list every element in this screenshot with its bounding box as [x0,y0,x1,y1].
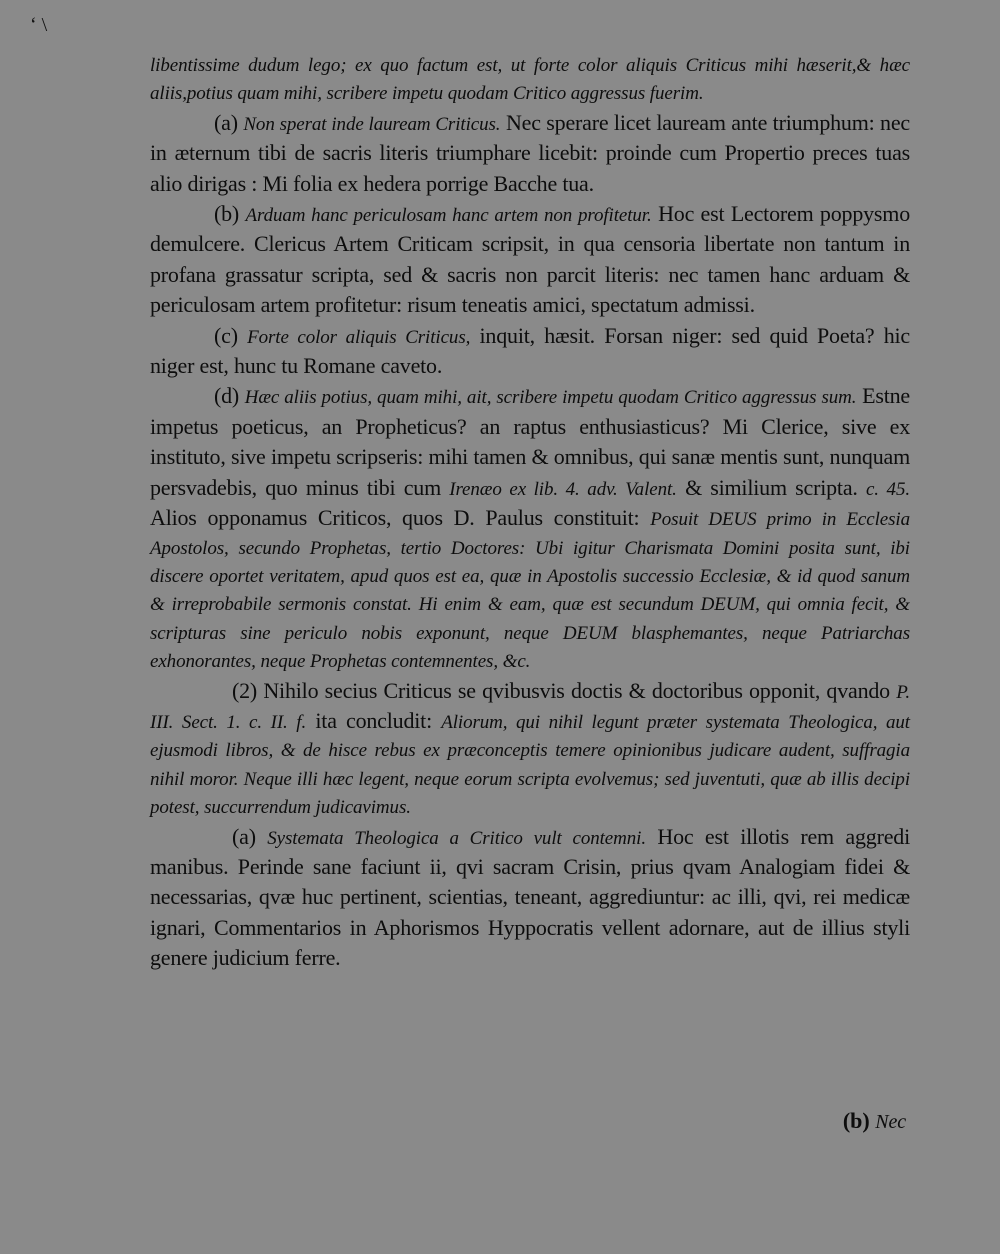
roman-text: (c) [214,322,248,348]
italic-text: Hæc aliis potius, quam mihi, ait, scribere impetu quodam Critico aggressus sum. [244,387,857,409]
roman-text: (b) [214,201,246,227]
section-2-paragraph [150,677,910,823]
roman-text: Nec sperare licet lauream ante triumphum: nec in æternum tibi de sacris literis triumphare licebit: proinde cum Propertio preces tuas alio dirigas : Mi folia ex hedera porrige Bacche tua. [150,109,910,196]
paragraph-continuation [150,52,910,109]
italic-text: P. III. Sect. 1. c. II. f. [150,681,910,733]
roman-text: (a) [232,823,268,849]
note-d-impetus [150,382,910,676]
italic-text: Non sperat inde lauream Criticus. [243,113,501,135]
italic-text: c. 45. [865,478,910,500]
catchword-word: Nec [875,1111,906,1133]
roman-text: & similium scripta. [676,474,866,500]
catchword-label: (b) [842,1108,870,1133]
italic-text: Forte color aliquis Criticus, [247,326,471,348]
corner-mark: ‘ \ [30,14,48,36]
italic-text: libentissime dudum lego; ex quo factum est, ut forte color aliquis Criticus mihi hæserit,& hæc aliis,potius quam mihi, scribere impetu quodam Critico aggressus fuerim. [150,55,910,105]
roman-text: ita concludit: [306,707,442,733]
roman-text: Hoc est illotis rem aggredi manibus. Perinde sane faciunt ii, qvi sacram Crisin, prius qvam Analogiam fidei & necessarias, qvæ huc pertinent, scientias, teneant, aggrediuntur: ac illi, qvi, rei medicæ ignari, Commentarios in Aphorismos Hyppocratis vellent adornare, aut de illius styli genere judicium ferre. [150,823,910,971]
note-a-systemata [150,823,910,975]
roman-text: inquit, hæsit. Forsan niger: sed quid Poeta? hic niger est, hunc tu Romane caveto. [150,322,910,379]
note-c-color-criticus [150,322,910,383]
roman-text: (d) [214,383,245,409]
italic-text: Aliorum, qui nihil legunt præter systemata Theologica, aut ejusmodi libros, & de hisce rebus ex præconceptis temere opinionibus judicare audent, suffragia nihil moror. Neque illi hæc legent, neque eorum scripta evolvemus; sed juventuti, quæ ab illis decipi potest, succurrendum judicavimus. [150,711,910,819]
roman-text: Estne impetus poeticus, an Propheticus? an raptus enthusiasticus? Mi Clerice, sive ex instituto, sive impetu scripseris: mihi tamen & omnibus, qui sanæ mentis sunt, nunquam persvadebis, quo minus tibi cum [150,383,910,500]
italic-text: Systemata Theologica a Critico vult contemni. [267,827,646,849]
roman-text: (a) [214,109,244,135]
note-a-laurel [150,109,910,200]
italic-text: Posuit DEUS primo in Ecclesia Apostolos, secundo Prophetas, tertio Doctores: Ubi igitur Charismata Domini posita sunt, ibi discere oportet veritatem, apud quos est ea, quæ in Apostolis successio Ecclesiæ, & id quod sanum & irreprobabile sermonis constat. Hi enim & eam, quæ est secundum DEUM, qui omnia fecit, & scripturas sine periculo nobis exponunt, neque DEUM blasphemantes, neque Patriarchas exhonorantes, neque Prophetas contemnentes, &c. [150,509,910,673]
italic-text: Irenæo ex lib. 4. adv. Valent. [449,478,677,500]
catchword [843,1108,906,1134]
roman-text: Hoc est Lectorem poppysmo demulcere. Clericus Artem Criticam scripsit, in qua censoria libertate non tantum in profana grassatur scripta, sed & sacris non parcit literis: nec tamen hanc arduam & periculosam artem profitetur: risum teneatis amici, spectatum admissi. [150,201,910,318]
italic-text: Arduam hanc periculosam hanc artem non profitetur. [245,205,652,227]
roman-text: Alios opponamus Criticos, quos D. Paulus constituit: [150,505,651,531]
body-text [150,52,910,975]
note-b-ars-critica [150,200,910,322]
roman-text: (2) Nihilo secius Criticus se qvibusvis doctis & doctoribus opponit, qvando [232,677,897,703]
